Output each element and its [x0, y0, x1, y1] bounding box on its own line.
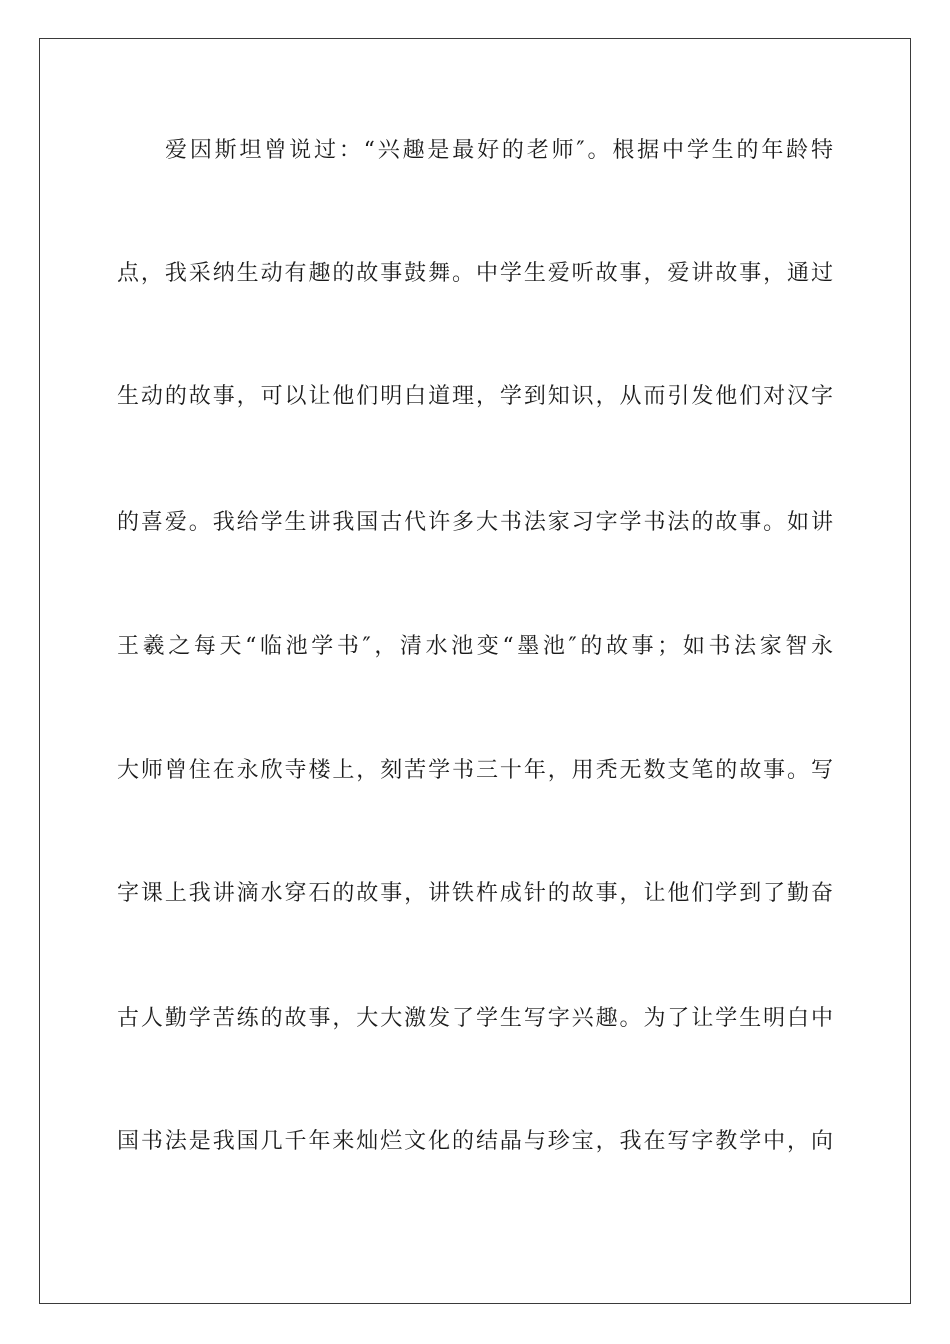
paragraph-line-9: 国书法是我国几千年来灿烂文化的结晶与珍宝，我在写字教学中，向 — [117, 1129, 833, 1154]
paragraph-line-7: 字课上我讲滴水穿石的故事，讲铁杵成针的故事，让他们学到了勤奋 — [117, 881, 833, 906]
paragraph-line-4: 的喜爱。我给学生讲我国古代许多大书法家习字学书法的故事。如讲 — [117, 510, 833, 535]
paragraph-line-6: 大师曾住在永欣寺楼上，刻苦学书三十年，用秃无数支笔的故事。写 — [117, 758, 833, 783]
paragraph-line-3: 生动的故事，可以让他们明白道理，学到知识，从而引发他们对汉字 — [117, 384, 833, 409]
paragraph-line-5: 王羲之每天“临池学书″，清水池变“墨池″的故事；如书法家智永 — [117, 634, 833, 659]
paragraph-line-8: 古人勤学苦练的故事，大大激发了学生写字兴趣。为了让学生明白中 — [117, 1006, 833, 1031]
paragraph-line-1: 爱因斯坦曾说过：“兴趣是最好的老师″。根据中学生的年龄特 — [165, 138, 833, 163]
page-border — [39, 38, 911, 1304]
paragraph-line-2: 点，我采纳生动有趣的故事鼓舞。中学生爱听故事，爱讲故事，通过 — [117, 261, 833, 286]
